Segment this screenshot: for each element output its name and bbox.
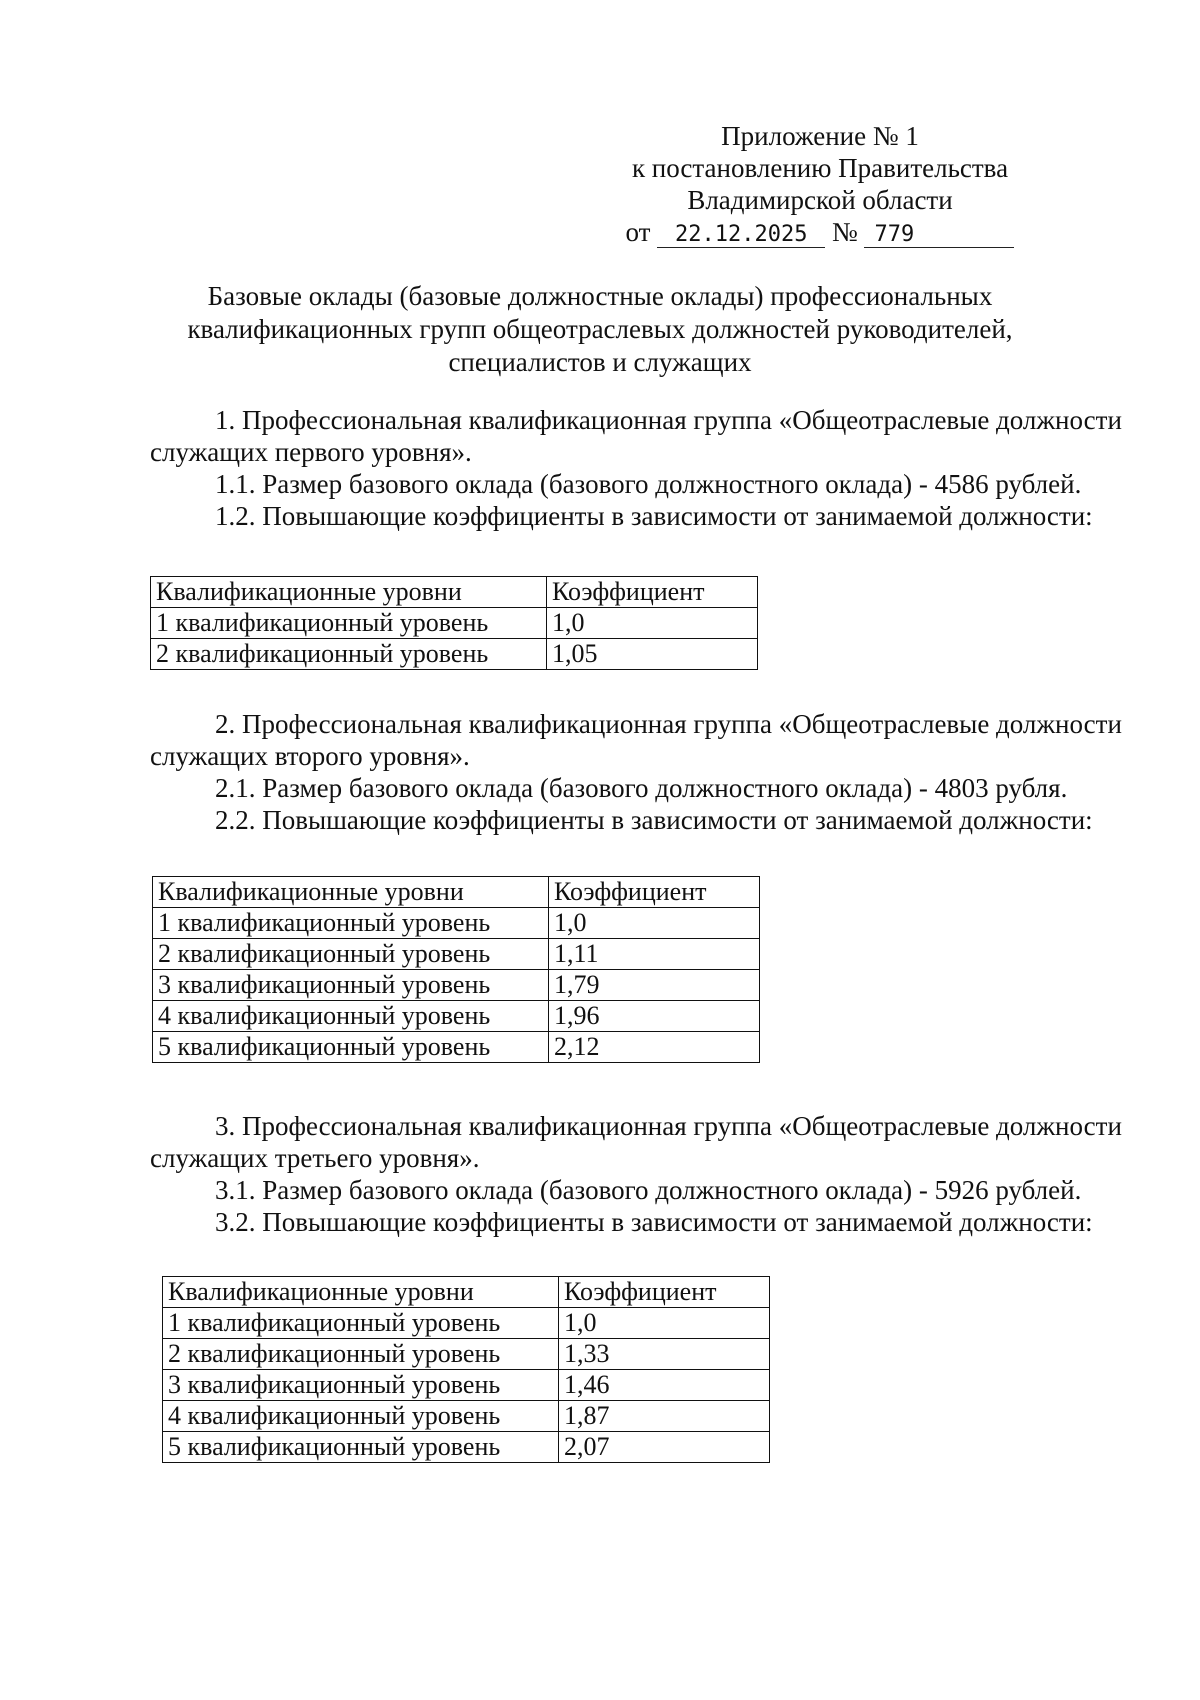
region-name: Владимирской области	[687, 185, 953, 215]
coefficient-cell: 1,96	[549, 1001, 760, 1032]
coefficient-cell: 1,05	[547, 639, 758, 670]
level-cell: 2 квалификационный уровень	[151, 639, 547, 670]
table-header-row	[163, 1277, 770, 1308]
level-cell: 1 квалификационный уровень	[151, 608, 547, 639]
level-cell: 4 квалификационный уровень	[153, 1001, 549, 1032]
number-prefix: №	[831, 217, 858, 247]
coefficient-cell: 2,12	[549, 1032, 760, 1063]
title-line: специалистов и служащих	[448, 347, 752, 377]
table-row	[153, 939, 760, 970]
resolution-number: 779	[864, 223, 1014, 248]
level-cell: 4 квалификационный уровень	[163, 1401, 559, 1432]
coefficients-intro: 3.2. Повышающие коэффициенты в зависимости от занимаемой должности:	[215, 1207, 1093, 1237]
level-cell: 5 квалификационный уровень	[163, 1432, 559, 1463]
header-coefficient: Коэффициент	[559, 1277, 770, 1308]
table-row	[151, 608, 758, 639]
coefficient-cell: 1,0	[559, 1308, 770, 1339]
level-cell: 2 квалификационный уровень	[153, 939, 549, 970]
title-line: Базовые оклады (базовые должностные оклады) профессиональных	[207, 281, 993, 311]
coefficient-cell: 2,07	[559, 1432, 770, 1463]
coefficients-table-2	[152, 876, 760, 1063]
section-2	[150, 708, 1140, 836]
section-heading-cont: служащих второго уровня».	[150, 741, 470, 771]
coefficient-cell: 1,46	[559, 1370, 770, 1401]
section-heading-cont: служащих третьего уровня».	[150, 1143, 480, 1173]
table-header-row	[153, 877, 760, 908]
coefficient-cell: 1,87	[559, 1401, 770, 1432]
coefficients-table-3	[162, 1276, 770, 1463]
level-cell: 3 квалификационный уровень	[153, 970, 549, 1001]
document-title	[150, 280, 1050, 379]
header-coefficient: Коэффициент	[549, 877, 760, 908]
coefficients-intro: 1.2. Повышающие коэффициенты в зависимости от занимаемой должности:	[215, 501, 1093, 531]
section-3	[150, 1110, 1140, 1238]
coefficients-table-1	[150, 576, 758, 670]
table-row	[163, 1339, 770, 1370]
section-heading: 2. Профессиональная квалификационная группа «Общеотраслевые должности	[215, 709, 1122, 739]
date-number-row	[600, 216, 1040, 248]
level-cell: 1 квалификационный уровень	[163, 1308, 559, 1339]
appendix-number: Приложение № 1	[721, 121, 919, 151]
table-row	[163, 1308, 770, 1339]
resolution-date: 22.12.2025	[657, 223, 825, 248]
header-coefficient: Коэффициент	[547, 577, 758, 608]
section-heading-cont: служащих первого уровня».	[150, 437, 472, 467]
table-header-row	[151, 577, 758, 608]
header-levels: Квалификационные уровни	[163, 1277, 559, 1308]
level-cell: 2 квалификационный уровень	[163, 1339, 559, 1370]
coefficients-intro: 2.2. Повышающие коэффициенты в зависимости от занимаемой должности:	[215, 805, 1093, 835]
coefficient-cell: 1,0	[549, 908, 760, 939]
level-cell: 3 квалификационный уровень	[163, 1370, 559, 1401]
resolution-reference: к постановлению Правительства	[631, 153, 1009, 183]
table-row	[153, 908, 760, 939]
coefficient-cell: 1,0	[547, 608, 758, 639]
appendix-header	[600, 120, 1040, 248]
date-prefix: от	[625, 217, 651, 247]
coefficient-cell: 1,33	[559, 1339, 770, 1370]
title-line: квалификационных групп общеотраслевых должностей руководителей,	[187, 314, 1013, 344]
level-cell: 5 квалификационный уровень	[153, 1032, 549, 1063]
level-cell: 1 квалификационный уровень	[153, 908, 549, 939]
salary-line: 1.1. Размер базового оклада (базового должностного оклада) - 4586 рублей.	[215, 469, 1082, 499]
salary-line: 3.1. Размер базового оклада (базового должностного оклада) - 5926 рублей.	[215, 1175, 1082, 1205]
table-row	[163, 1370, 770, 1401]
coefficient-cell: 1,79	[549, 970, 760, 1001]
coefficient-cell: 1,11	[549, 939, 760, 970]
table-row	[163, 1432, 770, 1463]
section-1	[150, 404, 1140, 532]
header-levels: Квалификационные уровни	[153, 877, 549, 908]
table-row	[153, 1001, 760, 1032]
table-row	[163, 1401, 770, 1432]
section-heading: 3. Профессиональная квалификационная группа «Общеотраслевые должности	[215, 1111, 1122, 1141]
header-levels: Квалификационные уровни	[151, 577, 547, 608]
table-row	[153, 970, 760, 1001]
section-heading: 1. Профессиональная квалификационная группа «Общеотраслевые должности	[215, 405, 1122, 435]
table-row	[151, 639, 758, 670]
salary-line: 2.1. Размер базового оклада (базового должностного оклада) - 4803 рубля.	[215, 773, 1068, 803]
table-row	[153, 1032, 760, 1063]
